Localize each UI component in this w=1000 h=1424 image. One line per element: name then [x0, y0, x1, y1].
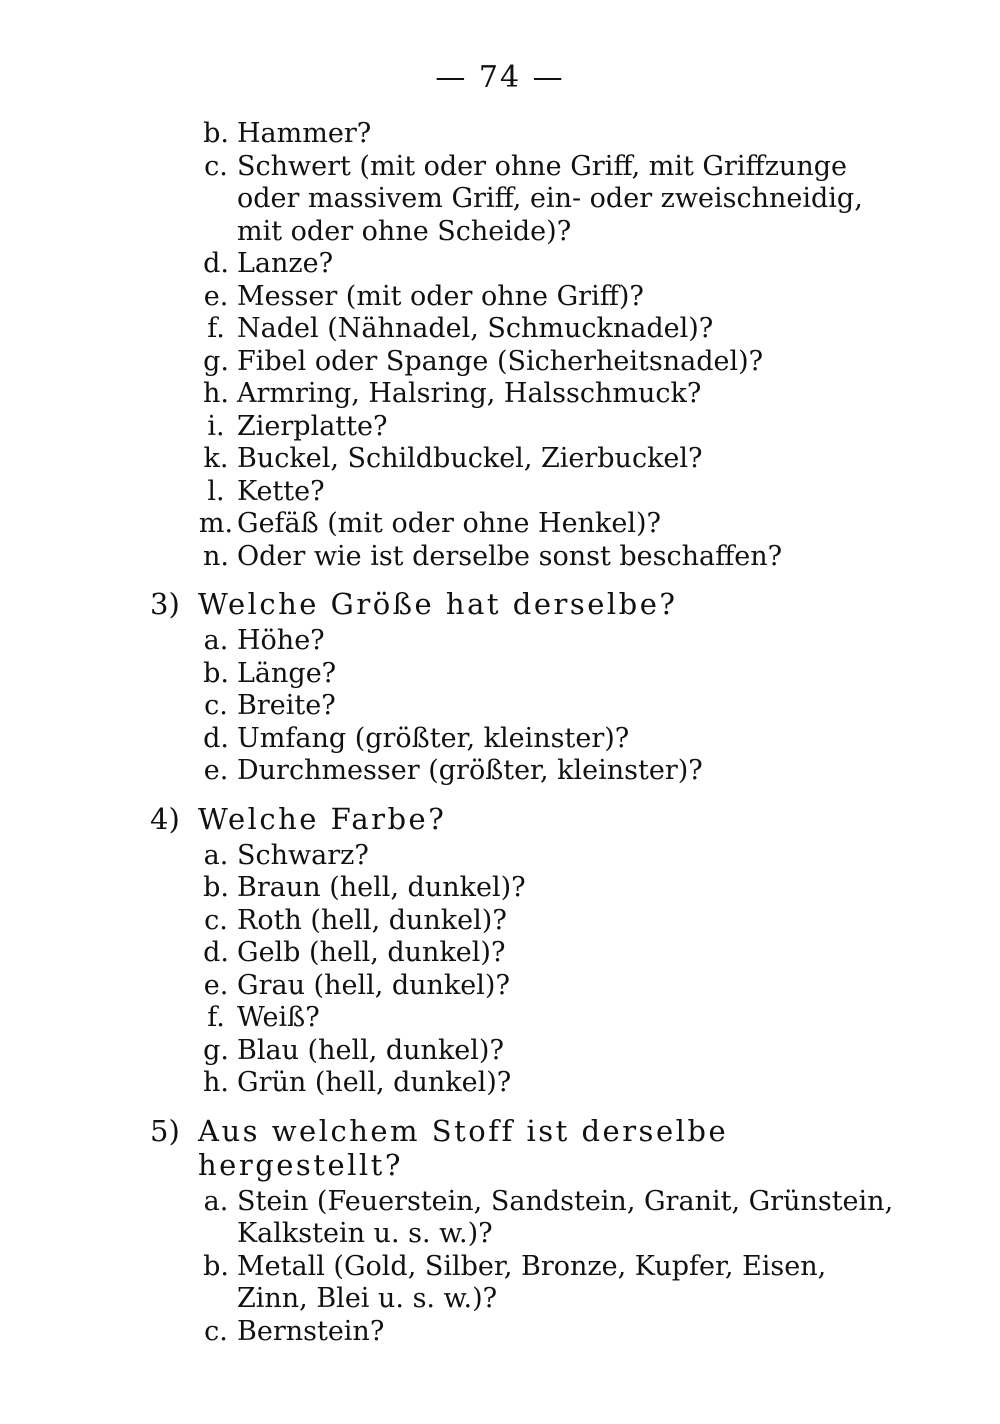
item-list-section3	[150, 625, 905, 788]
item-letter: d.	[203, 937, 229, 968]
section-heading-3	[150, 587, 905, 621]
item-letter: d.	[203, 248, 229, 279]
section-number: 4)	[150, 801, 180, 836]
item-text: Buckel, Schildbuckel, Zierbuckel?	[237, 443, 703, 474]
list-item	[195, 970, 905, 1003]
item-letter: m.	[198, 508, 234, 539]
list-item	[195, 541, 905, 574]
section-number: 5)	[150, 1113, 180, 1148]
item-text: Nadel (Nähnadel, Schmucknadel)?	[237, 313, 714, 344]
item-text: Fibel oder Spange (Sicherheitsnadel)?	[237, 345, 764, 377]
item-text: Blau (hell, dunkel)?	[237, 1034, 504, 1066]
item-letter: f.	[207, 313, 225, 344]
item-text: Stein (Feuerstein, Sandstein, Granit, Grünstein, Kalkstein u. s. w.)?	[237, 1185, 894, 1249]
item-text: Roth (hell, dunkel)?	[237, 904, 507, 936]
item-text: Umfang (größter, kleinster)?	[237, 722, 630, 754]
item-letter: l.	[207, 475, 225, 507]
list-item	[195, 411, 905, 444]
list-item	[195, 508, 905, 541]
item-text: Schwert (mit oder ohne Griff, mit Griffzunge oder massivem Griff, ein- oder zweischneidig, mit oder ohne Scheide)?	[237, 150, 863, 247]
list-item	[195, 690, 905, 723]
section-title: Aus welchem Stoff ist derselbe hergestellt?	[198, 1113, 729, 1182]
list-item	[195, 755, 905, 788]
item-letter: h.	[203, 1067, 229, 1098]
item-text: Zierplatte?	[237, 410, 388, 442]
item-text: Länge?	[237, 657, 337, 689]
item-list-block1	[150, 118, 905, 573]
list-item	[195, 248, 905, 281]
item-letter: k.	[203, 443, 229, 474]
item-letter: f.	[207, 1002, 225, 1033]
item-letter: b.	[203, 657, 229, 689]
list-item	[195, 905, 905, 938]
item-letter: a.	[203, 839, 229, 871]
section-heading-4	[150, 802, 905, 836]
list-item	[195, 872, 905, 905]
item-letter: b.	[203, 118, 229, 149]
list-item	[195, 723, 905, 756]
section-number: 3)	[150, 587, 180, 621]
list-item	[195, 1002, 905, 1035]
list-item	[195, 840, 905, 873]
item-letter: c.	[204, 1315, 228, 1347]
list-item	[195, 476, 905, 509]
list-item	[195, 1186, 905, 1251]
list-item	[195, 1067, 905, 1100]
item-letter: a.	[203, 1185, 229, 1217]
item-text: Kette?	[237, 475, 325, 507]
list-item	[195, 378, 905, 411]
list-item	[195, 118, 905, 151]
item-text: Grau (hell, dunkel)?	[237, 969, 510, 1001]
section-title: Welche Farbe?	[198, 801, 447, 836]
section-heading-5	[150, 1114, 905, 1182]
item-text: Durchmesser (größter, kleinster)?	[237, 755, 703, 786]
list-item	[195, 1251, 905, 1316]
item-letter: n.	[203, 540, 229, 572]
item-letter: e.	[203, 280, 229, 312]
item-letter: e.	[203, 755, 229, 786]
item-text: Hammer?	[237, 118, 372, 149]
list-item	[195, 658, 905, 691]
item-letter: b.	[203, 1250, 229, 1282]
item-letter: a.	[203, 625, 229, 656]
list-item	[195, 313, 905, 346]
item-text: Breite?	[237, 690, 336, 721]
list-item	[195, 625, 905, 658]
item-text: Schwarz?	[237, 839, 369, 871]
item-text: Braun (hell, dunkel)?	[237, 872, 526, 903]
item-text: Weiß?	[237, 1002, 320, 1033]
item-text: Gelb (hell, dunkel)?	[237, 937, 506, 968]
page-number: — 74 —	[435, 60, 565, 95]
item-letter: b.	[203, 872, 229, 903]
list-item	[195, 1035, 905, 1068]
item-list-section5	[150, 1186, 905, 1349]
item-text: Gefäß (mit oder ohne Henkel)?	[237, 508, 661, 539]
item-letter: g.	[203, 1034, 229, 1066]
item-letter: c.	[204, 690, 228, 721]
list-item	[195, 281, 905, 314]
item-letter: c.	[204, 150, 228, 182]
item-text: Armring, Halsring, Halsschmuck?	[237, 378, 702, 409]
item-letter: d.	[203, 722, 229, 754]
item-letter: e.	[203, 969, 229, 1001]
item-text: Höhe?	[237, 625, 325, 656]
item-text: Messer (mit oder ohne Griff)?	[237, 280, 644, 312]
item-letter: g.	[203, 345, 229, 377]
item-list-section4	[150, 840, 905, 1100]
item-letter: h.	[203, 378, 229, 409]
item-text: Oder wie ist derselbe sonst beschaffen?	[237, 540, 783, 572]
item-letter: c.	[204, 904, 228, 936]
item-text: Grün (hell, dunkel)?	[237, 1067, 512, 1098]
item-text: Metall (Gold, Silber, Bronze, Kupfer, Eisen, Zinn, Blei u. s. w.)?	[237, 1250, 827, 1314]
list-item	[195, 937, 905, 970]
item-text: Lanze?	[237, 248, 334, 279]
list-item	[195, 1316, 905, 1349]
item-letter: i.	[207, 410, 225, 442]
list-item	[195, 443, 905, 476]
section-title: Welche Größe hat derselbe?	[198, 587, 678, 621]
item-text: Bernstein?	[237, 1315, 385, 1347]
page-content	[150, 118, 905, 1348]
list-item	[195, 346, 905, 379]
list-item	[195, 151, 905, 249]
